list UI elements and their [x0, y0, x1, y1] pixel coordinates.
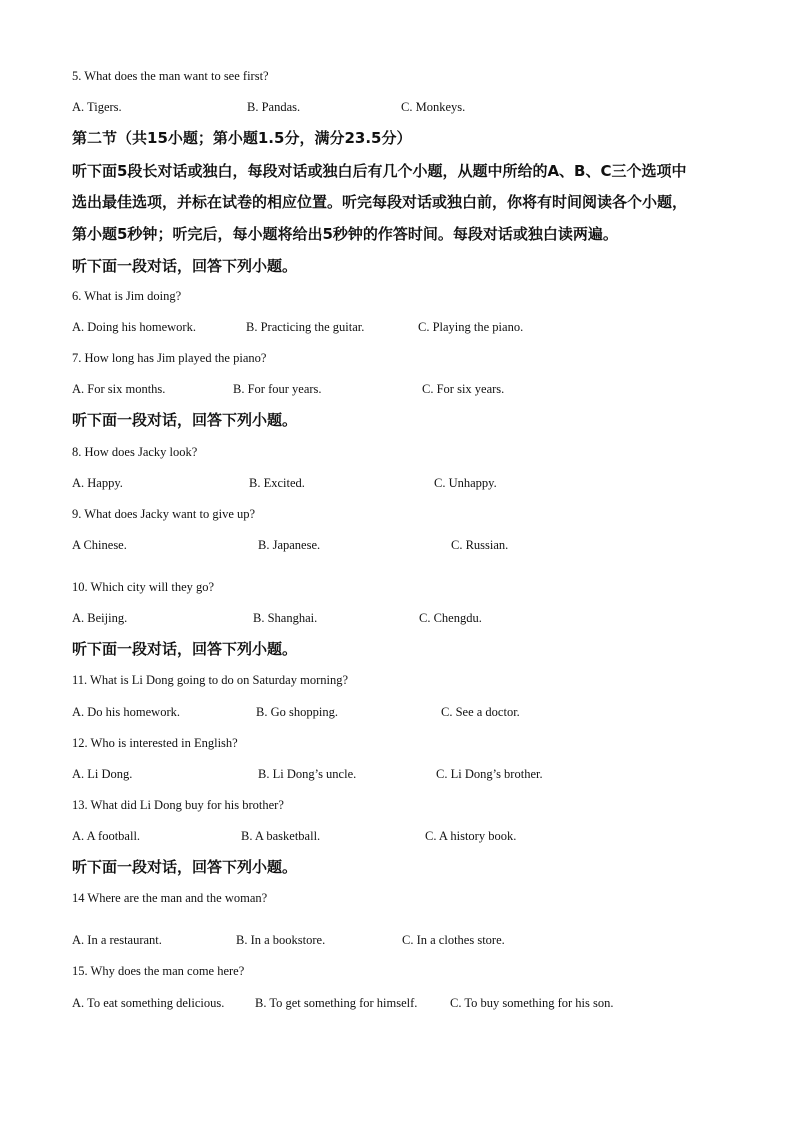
question-12: 12. Who is interested in English?: [72, 736, 238, 750]
q6-option-a: A. Doing his homework.: [72, 320, 196, 334]
q9-option-a: A Chinese.: [72, 538, 127, 552]
q12-option-a: A. Li Dong.: [72, 767, 133, 781]
q11-option-b: B. Go shopping.: [256, 705, 338, 719]
listen-heading: 听下面一段对话，回答下列小题。: [72, 858, 298, 876]
q13-option-a: A. A football.: [72, 829, 141, 843]
question-13: 13. What did Li Dong buy for his brother?: [72, 798, 284, 812]
section-title: 第二节（共15小题；第小题1.5分，满分23.5分）: [72, 129, 412, 147]
question-8: 8. How does Jacky look?: [72, 445, 198, 459]
q14-option-b: B. In a bookstore.: [236, 933, 326, 947]
q10-option-b: B. Shanghai.: [253, 611, 318, 625]
question-11: 11. What is Li Dong going to do on Saturday morning?: [72, 673, 349, 687]
question-6: 6. What is Jim doing?: [72, 289, 182, 303]
q7-option-c: C. For six years.: [422, 382, 505, 396]
listen-heading: 听下面一段对话，回答下列小题。: [72, 640, 298, 658]
q6-option-c: C. Playing the piano.: [418, 320, 524, 334]
q12-option-b: B. Li Dong’s uncle.: [258, 767, 357, 781]
q10-option-a: A. Beijing.: [72, 611, 128, 625]
q14-option-c: C. In a clothes store.: [402, 933, 505, 947]
q13-option-b: B. A basketball.: [241, 829, 321, 843]
q7-option-a: A. For six months.: [72, 382, 166, 396]
q8-option-b: B. Excited.: [249, 476, 305, 490]
q7-option-b: B. For four years.: [233, 382, 322, 396]
question-5: 5. What does the man want to see first?: [72, 69, 269, 83]
q5-option-c: C. Monkeys.: [401, 100, 466, 114]
q9-option-b: B. Japanese.: [258, 538, 321, 552]
q5-option-b: B. Pandas.: [247, 100, 301, 114]
q8-option-a: A. Happy.: [72, 476, 123, 490]
q12-option-c: C. Li Dong’s brother.: [436, 767, 543, 781]
q14-option-a: A. In a restaurant.: [72, 933, 162, 947]
listen-heading: 听下面一段对话，回答下列小题。: [72, 411, 298, 429]
section-instruction-line-2: 选出最佳选项，并标在试卷的相应位置。听完每段对话或独白前，你将有时间阅读各个小题，: [72, 193, 688, 211]
q11-option-a: A. Do his homework.: [72, 705, 180, 719]
q10-option-c: C. Chengdu.: [419, 611, 482, 625]
question-7: 7. How long has Jim played the piano?: [72, 351, 267, 365]
q15-option-b: B. To get something for himself.: [255, 996, 418, 1010]
section-instruction-line-3: 第小题5秒钟；听完后，每小题将给出5秒钟的作答时间。每段对话或独白读两遍。: [72, 225, 618, 243]
q15-option-c: C. To buy something for his son.: [450, 996, 614, 1010]
q11-option-c: C. See a doctor.: [441, 705, 520, 719]
q13-option-c: C. A history book.: [425, 829, 517, 843]
listen-heading: 听下面一段对话，回答下列小题。: [72, 257, 298, 275]
q6-option-b: B. Practicing the guitar.: [246, 320, 365, 334]
question-15: 15. Why does the man come here?: [72, 964, 245, 978]
question-9: 9. What does Jacky want to give up?: [72, 507, 256, 521]
q5-option-a: A. Tigers.: [72, 100, 122, 114]
section-instruction-line-1: 听下面5段长对话或独白，每段对话或独白后有几个小题，从题中所给的A、B、C三个选项中: [72, 162, 687, 180]
question-10: 10. Which city will they go?: [72, 580, 215, 594]
question-14: 14 Where are the man and the woman?: [72, 891, 268, 905]
q15-option-a: A. To eat something delicious.: [72, 996, 225, 1010]
q9-option-c: C. Russian.: [451, 538, 509, 552]
q8-option-c: C. Unhappy.: [434, 476, 497, 490]
